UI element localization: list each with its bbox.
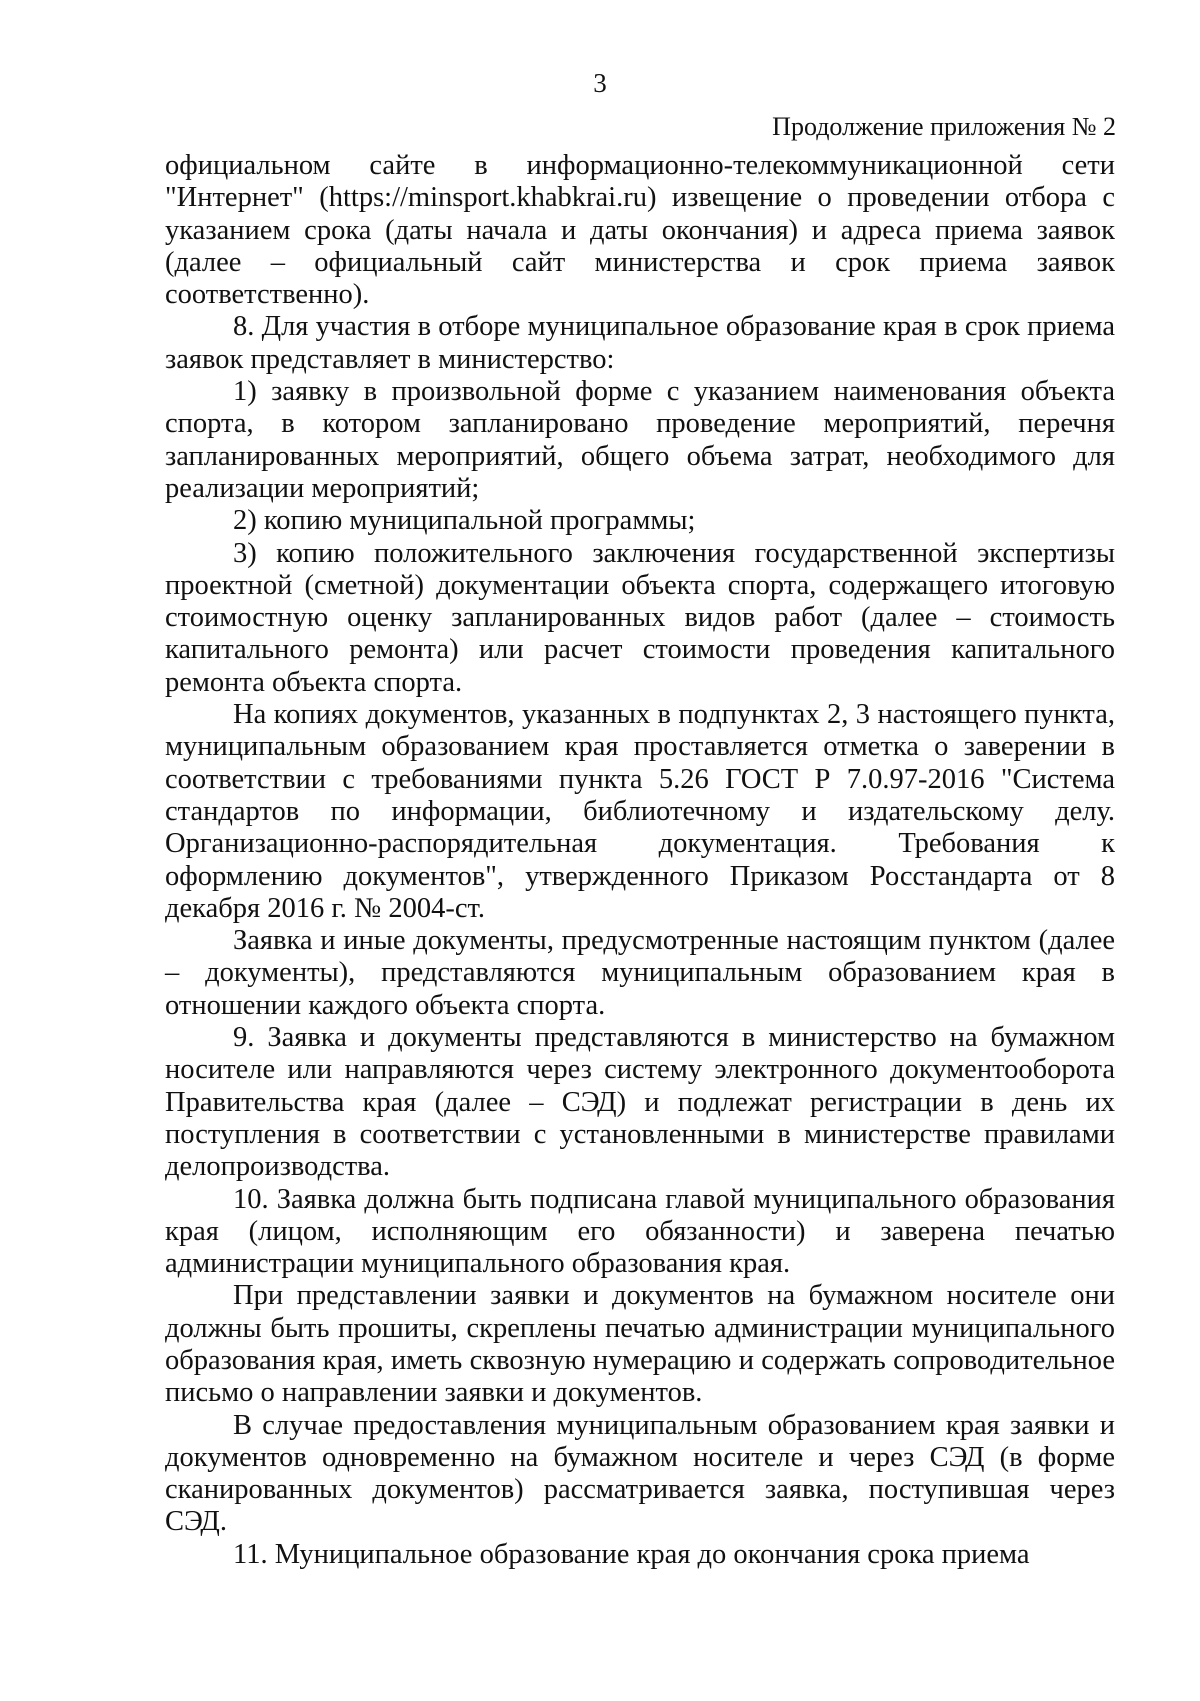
paragraph-copies-certification: На копиях документов, указанных в подпунктах 2, 3 настоящего пункта, муниципальным образованием края проставляется отметка о заверении в соответствии с требованиями пункта 5.26 ГОСТ Р 7.0.97-2016 "Система стандартов по информации, библиотечному и издательскому делу. Организационно-распорядительная документация. Требования к оформлению документов", утвержденного Приказом Росстандарта от 8 декабря 2016 г. № 2004-ст. <box>165 699 1115 924</box>
paragraph-paper-submission: При представлении заявки и документов на бумажном носителе они должны быть прошиты, скреплены печатью администрации муниципального образования края, иметь сквозную нумерацию и содержать сопроводительное письмо о направлении заявки и документов. <box>165 1280 1115 1409</box>
paragraph-documents-per-object: Заявка и иные документы, предусмотренные настоящим пунктом (далее – документы), представляются муниципальным образованием края в отношении каждого объекта спорта. <box>165 925 1115 1021</box>
paragraph-item-8: 8. Для участия в отборе муниципальное образование края в срок приема заявок представляет в министерство: <box>165 311 1115 375</box>
paragraph-official-site: официальном сайте в информационно-телекоммуникационной сети "Интернет" (https://minsport.khabkrai.ru) извещение о проведении отбора с указанием срока (даты начала и даты окончания) и адреса приема заявок (далее – официальный сайт министерства и срок приема заявок соответственно). <box>165 150 1115 311</box>
document-body <box>165 150 1115 1571</box>
paragraph-item-10: 10. Заявка должна быть подписана главой муниципального образования края (лицом, исполняющим его обязанности) и заверена печатью администрации муниципального образования края. <box>165 1183 1115 1280</box>
paragraph-subitem-2: 2) копию муниципальной программы; <box>233 505 696 537</box>
paragraph-subitem-1: 1) заявку в произвольной форме с указанием наименования объекта спорта, в котором запланировано проведение мероприятий, перечня запланированных мероприятий, общего объема затрат, необходимого для реализации мероприятий; <box>165 376 1115 504</box>
paragraph-subitem-3: 3) копию положительного заключения государственной экспертизы проектной (сметной) документации объекта спорта, содержащего итоговую стоимостную оценку запланированных видов работ (далее – стоимость капитального ремонта) или расчет стоимости проведения капитального ремонта объекта спорта. <box>165 537 1115 698</box>
paragraph-item-11: 11. Муниципальное образование края до окончания срока приема <box>233 1538 1030 1570</box>
paragraph-dual-submission: В случае предоставления муниципальным образованием края заявки и документов одновременно на бумажном носителе и через СЭД (в форме сканированных документов) рассматривается заявка, поступившая через СЭД. <box>165 1409 1115 1538</box>
page-number: 3 <box>593 68 607 98</box>
appendix-continuation-note: Продолжение приложения № 2 <box>772 112 1116 141</box>
paragraph-item-9: 9. Заявка и документы представляются в министерство на бумажном носителе или направляются через систему электронного документооборота Правительства края (далее – СЭД) и подлежат регистрации в день их поступления в соответствии с установленными в министерстве правилами делопроизводства. <box>165 1022 1115 1183</box>
